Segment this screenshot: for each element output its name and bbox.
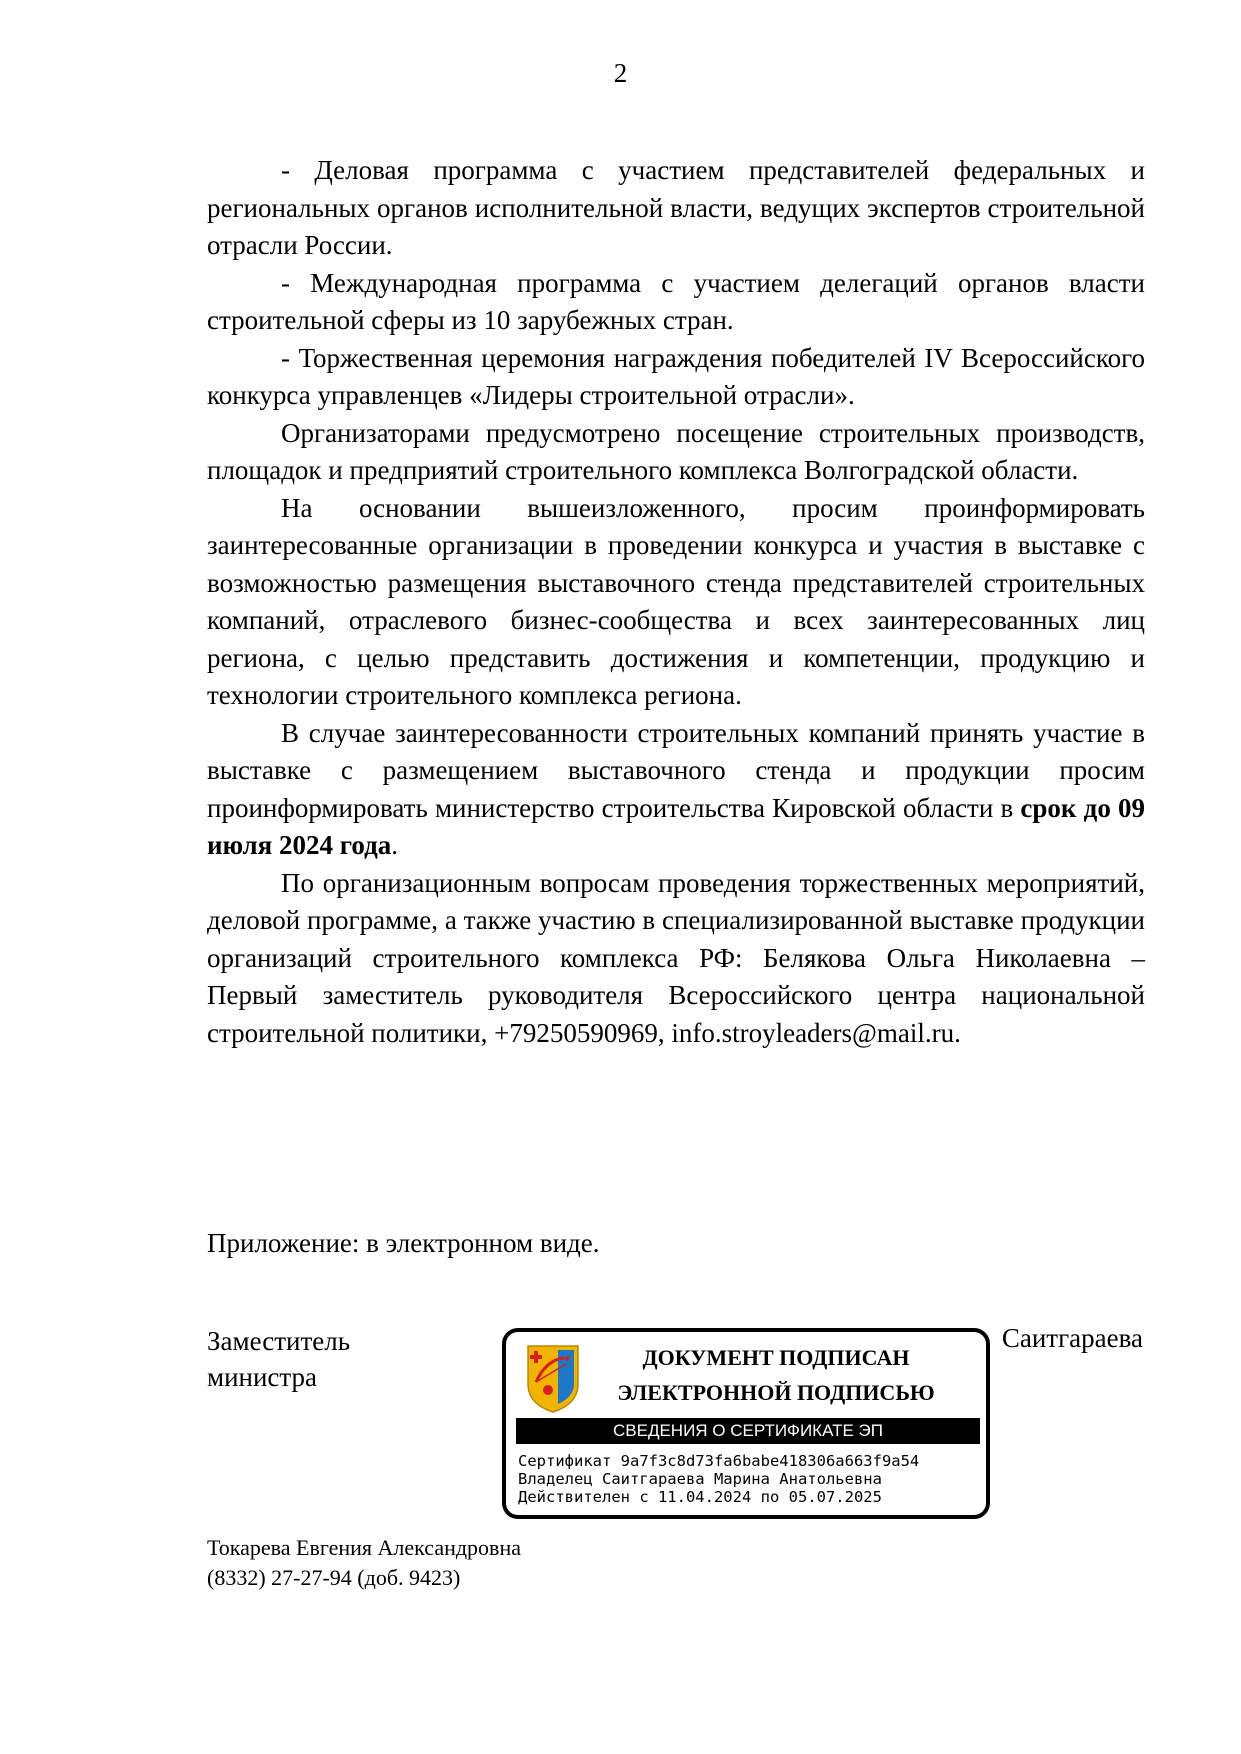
paragraph: Организаторами предусмотрено посещение строительных производств, площадок и предприятий строительного комплекса Волгоградской области. bbox=[207, 417, 1145, 485]
deadline-end: . bbox=[391, 830, 398, 860]
signer-position-line: Заместитель bbox=[207, 1326, 351, 1356]
deadline-bold: срок до 09 июля 2024 года bbox=[207, 792, 1145, 860]
signer-position-line: министра bbox=[207, 1362, 318, 1392]
attachment-note: Приложение: в электронном виде. bbox=[207, 1228, 600, 1258]
stamp-certificate-header: СВЕДЕНИЯ О СЕРТИФИКАТЕ ЭП bbox=[516, 1418, 980, 1444]
coat-of-arms-icon bbox=[524, 1342, 582, 1414]
paragraph: На основании вышеизложенного, просим проинформировать заинтересованные организации в проведении конкурса и участия в выставке с возможностью размещения выставочного стенда представителей строительных компаний, отраслевого бизнес-сообщества и всех заинтересованных лиц региона, с целью представить достижения и компетенции, продукцию и технологии строительного комплекса региона. bbox=[207, 492, 1145, 710]
stamp-title: ДОКУМЕНТ ПОДПИСАН bbox=[642, 1345, 910, 1370]
stamp-subtitle: ЭЛЕКТРОННОЙ ПОДПИСЬЮ bbox=[617, 1380, 935, 1405]
signer-position bbox=[207, 1323, 350, 1395]
stamp-validity: Действителен с 11.04.2024 по 05.07.2025 bbox=[518, 1488, 882, 1506]
paragraph-deadline bbox=[207, 715, 1145, 865]
executor-name: Токарева Евгения Александровна bbox=[207, 1535, 521, 1560]
stamp-owner: Владелец Саитгараева Марина Анатольевна bbox=[518, 1470, 882, 1488]
page-number: 2 bbox=[613, 58, 628, 88]
letter-body bbox=[207, 152, 1145, 1052]
stamp-certificate: Сертификат 9a7f3c8d73fa6babe418306a663f9a54 bbox=[518, 1452, 920, 1470]
paragraph: - Международная программа с участием делегаций органов власти строительной сферы из 10 зарубежных стран. bbox=[207, 267, 1145, 335]
paragraph: - Деловая программа с участием представителей федеральных и региональных органов исполнительной власти, ведущих экспертов строительной отрасли России. bbox=[207, 155, 1145, 260]
paragraph: - Торжественная церемония награждения победителей IV Всероссийского конкурса управленцев «Лидеры строительной отрасли». bbox=[207, 342, 1145, 410]
e-signature-stamp bbox=[502, 1328, 990, 1519]
signer-name: Саитгараева bbox=[1001, 1323, 1143, 1353]
executor-block bbox=[207, 1533, 521, 1593]
deadline-text: В случае заинтересованности строительных компаний принять участие в выставке с размещением выставочного стенда и продукции просим проинформировать министерство строительства Кировской области в bbox=[207, 717, 1145, 823]
paragraph-contacts: По организационным вопросам проведения торжественных мероприятий, деловой программе, а также участию в специализированной выставке продукции организаций строительного комплекса РФ: Белякова Ольга Николаевна – Первый заместитель руководителя Всероссийского центра национальной строительной политики, +79250590969, info.stroyleaders@mail.ru. bbox=[207, 867, 1145, 1048]
executor-phone: (8332) 27-27-94 (доб. 9423) bbox=[207, 1565, 461, 1590]
